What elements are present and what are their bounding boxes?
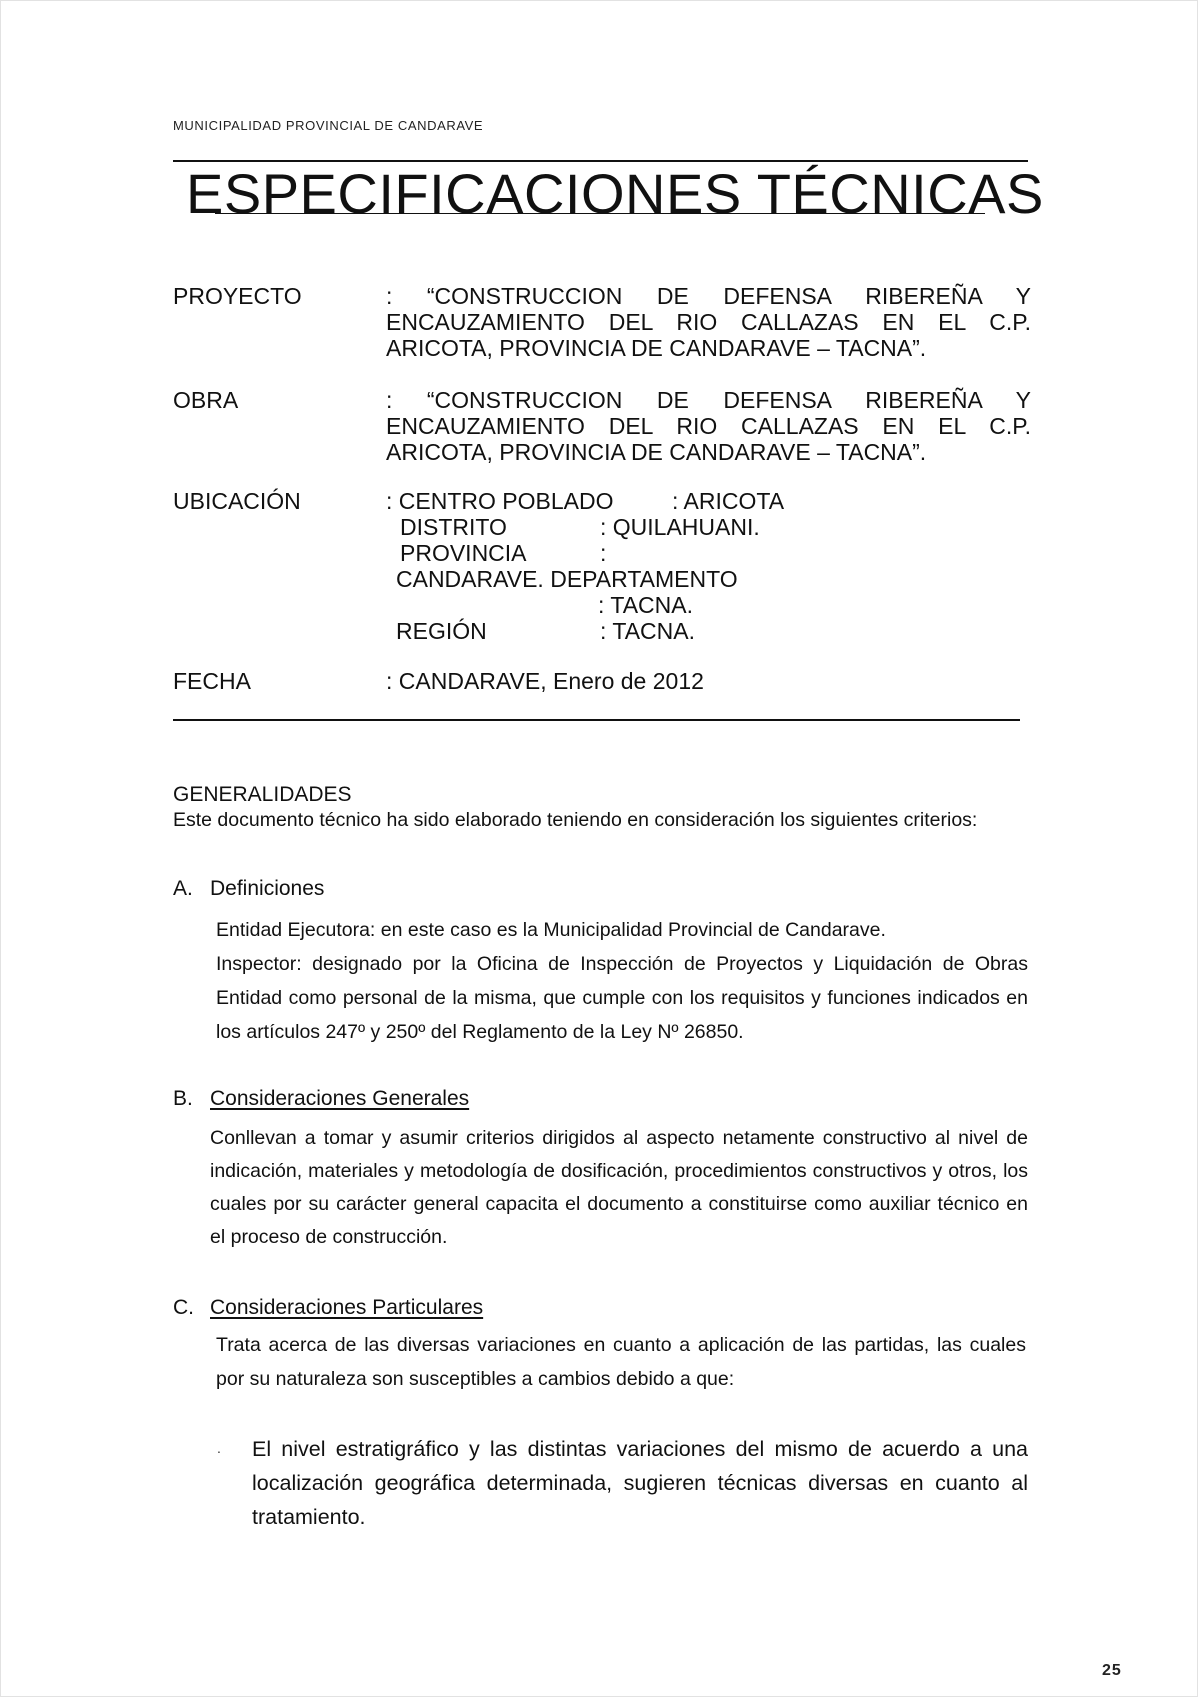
field-label-fecha: FECHA (173, 668, 251, 694)
ubicacion-provincia-value: CANDARAVE. DEPARTAMENTO (396, 566, 738, 592)
section-c-letter: C. (173, 1296, 194, 1319)
ubicacion-centro-poblado-label: : CENTRO POBLADO (386, 488, 614, 514)
field-label-obra: OBRA (173, 387, 239, 413)
section-b-title: Consideraciones Generales (210, 1087, 470, 1110)
ubicacion-provincia-colon: : (600, 540, 607, 566)
section-b-paragraph-1: Conllevan a tomar y asumir criterios dirigidos al aspecto netamente constructivo al nivel de indicación, materiales y metodología de dosificación, procedimientos constructivos y otros, los cuales por su carácter general capacita el documento a constituirse como auxiliar técnico en el proceso de construcción. (210, 1127, 1028, 1248)
section-a-paragraph-1: Entidad Ejecutora: en este caso es la Municipalidad Provincial de Candarave. (216, 919, 886, 941)
title-underline (215, 213, 985, 214)
section-b-letter: B. (173, 1087, 193, 1110)
ubicacion-centro-poblado-value: : ARICOTA (672, 488, 785, 514)
field-value-obra: : “CONSTRUCCION DE DEFENSA RIBEREÑA Y ENCAUZAMIENTO DEL RIO CALLAZAS EN EL C.P. ARICOTA, PROVINCIA DE CANDARAVE – TACNA”. (386, 387, 1031, 465)
bullet-text: El nivel estratigráfico y las distintas variaciones del mismo de acuerdo a una localización geográfica determinada, sugieren técnicas diversas en cuanto al tratamiento. (252, 1437, 1028, 1529)
ubicacion-departamento-value: : TACNA. (598, 592, 693, 618)
generalidades-text: Este documento técnico ha sido elaborado teniendo en consideración los siguientes criterios: (173, 809, 978, 831)
page-number: 25 (1102, 1662, 1122, 1679)
section-a-title: Definiciones (210, 877, 325, 900)
page-header: MUNICIPALIDAD PROVINCIAL DE CANDARAVE (173, 118, 484, 133)
section-a-paragraph-2: Inspector: designado por la Oficina de Inspección de Proyectos y Liquidación de Obras Entidad como personal de la misma, que cumple con los requisitos y funciones indicados en los artículos 247º y 250º del Reglamento de la Ley Nº 26850. (216, 953, 1028, 1043)
section-separator-rule (173, 719, 1020, 721)
field-label-ubicacion: UBICACIÓN (173, 488, 301, 514)
field-value-fecha: : CANDARAVE, Enero de 2012 (386, 668, 704, 694)
ubicacion-provincia-label: PROVINCIA (400, 540, 527, 566)
field-value-proyecto: : “CONSTRUCCION DE DEFENSA RIBEREÑA Y ENCAUZAMIENTO DEL RIO CALLAZAS EN EL C.P. ARICOTA, PROVINCIA DE CANDARAVE – TACNA”. (386, 283, 1031, 361)
ubicacion-distrito-value: : QUILAHUANI. (600, 514, 760, 540)
ubicacion-region-value: : TACNA. (600, 618, 695, 644)
generalidades-title: GENERALIDADES (173, 783, 352, 806)
ubicacion-region-label: REGIÓN (396, 618, 487, 644)
section-a-letter: A. (173, 877, 193, 900)
section-c-title: Consideraciones Particulares (210, 1296, 484, 1319)
section-c-paragraph-1: Trata acerca de las diversas variaciones en cuanto a aplicación de las partidas, las cuales por su naturaleza son susceptibles a cambios debido a que: (216, 1334, 1026, 1390)
bullet-marker: . (217, 1440, 221, 1456)
ubicacion-distrito-label: DISTRITO (400, 514, 507, 540)
document-title: ESPECIFICACIONES TÉCNICAS (186, 162, 1044, 225)
field-label-proyecto: PROYECTO (173, 283, 302, 309)
